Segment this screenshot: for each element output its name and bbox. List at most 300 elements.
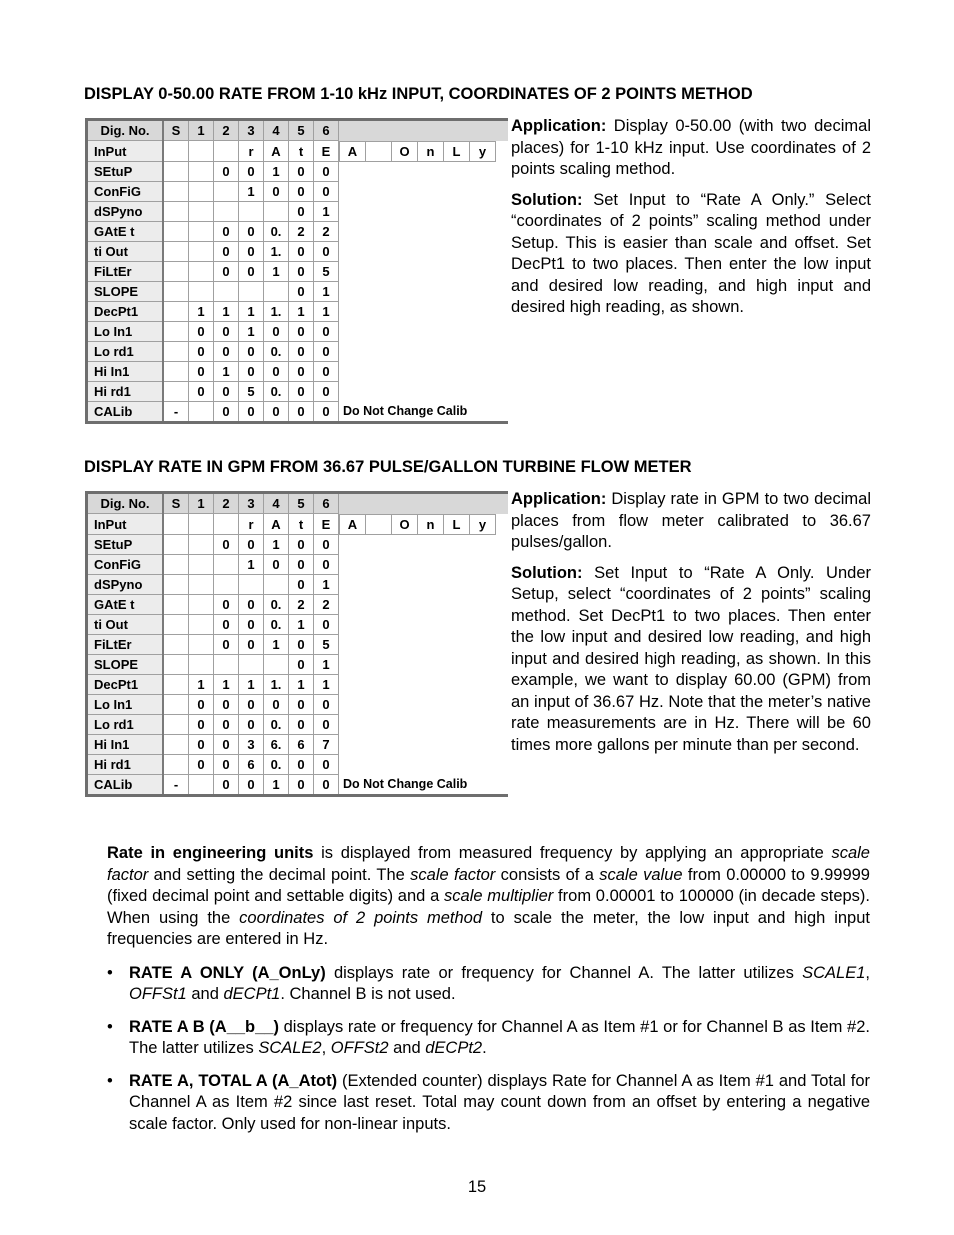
column-header-digit: 5 xyxy=(289,493,314,514)
digit-cell: 6 xyxy=(289,735,314,755)
digit-cell: 0 xyxy=(239,635,264,655)
bold-term: RATE A ONLY (A_OnLy) xyxy=(129,963,326,982)
italic-term: SCALE1 xyxy=(802,963,866,982)
extra-char-cell: A xyxy=(340,514,366,534)
digit-cell: 5 xyxy=(314,635,339,655)
digit-cell: 1 xyxy=(264,262,289,282)
table-row xyxy=(87,635,509,655)
italic-term: dECPt1 xyxy=(223,985,281,1003)
extra-char-cell xyxy=(366,514,392,534)
digit-cell: 0 xyxy=(239,342,264,362)
digit-cell: 1 xyxy=(214,675,239,695)
digit-cell: 5 xyxy=(314,262,339,282)
digit-cell: 0 xyxy=(214,535,239,555)
digit-cell: 0 xyxy=(314,755,339,775)
digit-cell: 0 xyxy=(289,262,314,282)
digit-cell: 0 xyxy=(214,242,239,262)
digit-cell: 2 xyxy=(314,595,339,615)
digit-cell: 1 xyxy=(289,675,314,695)
digit-cell: 1 xyxy=(289,615,314,635)
sign-cell xyxy=(163,322,189,342)
digit-cell: 0 xyxy=(189,735,214,755)
table-row xyxy=(87,342,509,362)
parameter-name: Lo rd1 xyxy=(87,342,164,362)
text-run: displays rate or frequency for Channel A. The latter utilizes xyxy=(325,963,803,982)
digit-cell: 0 xyxy=(214,382,239,402)
digit-cell: 0 xyxy=(214,262,239,282)
italic-term: OFFSt2 xyxy=(330,1039,389,1057)
bold-term: RATE A, TOTAL A (A_Atot) xyxy=(129,1071,338,1090)
digit-cell: E xyxy=(314,514,339,535)
application-text: Display rate in GPM to two decimal places from flow meter calibrated to 36.67 pulses/gallon. xyxy=(511,490,871,551)
digit-cell xyxy=(189,535,214,555)
digit-cell: 1 xyxy=(214,362,239,382)
spacer xyxy=(339,535,509,555)
sign-cell xyxy=(163,222,189,242)
extra-char-cell: A xyxy=(340,141,366,161)
digit-cell: 0 xyxy=(239,402,264,423)
spacer xyxy=(339,262,509,282)
column-header-digit: 4 xyxy=(264,120,289,141)
table-row xyxy=(87,382,509,402)
column-header-digit: 3 xyxy=(239,493,264,514)
parameter-name: Hi In1 xyxy=(87,362,164,382)
text-run: consists of a xyxy=(495,865,600,884)
parameter-name: Lo In1 xyxy=(87,695,164,715)
digit-cell: 0 xyxy=(239,775,264,796)
sign-cell xyxy=(163,635,189,655)
digit-cell: 1 xyxy=(264,535,289,555)
digit-cell: 0 xyxy=(239,242,264,262)
digit-cell: 0 xyxy=(214,775,239,796)
spacer xyxy=(339,635,509,655)
digit-cell: 0 xyxy=(264,182,289,202)
digit-cell: 0 xyxy=(189,382,214,402)
sign-cell xyxy=(163,162,189,182)
digit-cell xyxy=(214,655,239,675)
digit-cell: 1 xyxy=(314,655,339,675)
sign-cell xyxy=(163,715,189,735)
sign-cell xyxy=(163,535,189,555)
parameter-name: SEtuP xyxy=(87,535,164,555)
sign-cell xyxy=(163,362,189,382)
digit-cell: 0 xyxy=(214,615,239,635)
solution-paragraph xyxy=(511,190,871,319)
parameter-name: CALib xyxy=(87,775,164,796)
digit-cell: 2 xyxy=(289,595,314,615)
list-item xyxy=(107,1017,870,1060)
extra-char-cell: O xyxy=(392,514,418,534)
sign-cell xyxy=(163,342,189,362)
text-run: . xyxy=(482,1039,487,1057)
table-row xyxy=(87,655,509,675)
italic-term: scale factor xyxy=(410,865,496,884)
digit-cell: 0 xyxy=(314,162,339,182)
italic-term: scale multiplier xyxy=(444,887,554,905)
table-row xyxy=(87,362,509,382)
digit-cell: 0 xyxy=(314,342,339,362)
table-row xyxy=(87,141,509,162)
extra-char-cell: O xyxy=(392,141,418,161)
section1-heading: DISPLAY 0-50.00 RATE FROM 1-10 kHz INPUT, COORDINATES OF 2 POINTS METHOD xyxy=(84,85,753,103)
digit-cell: 0 xyxy=(289,162,314,182)
digit-cell xyxy=(189,182,214,202)
spacer xyxy=(339,755,509,775)
parameter-name: SEtuP xyxy=(87,162,164,182)
column-header-digit: S xyxy=(163,493,189,514)
calibration-note: Do Not Change Calib xyxy=(339,775,509,796)
spacer xyxy=(339,382,509,402)
digit-cell: 0 xyxy=(214,735,239,755)
digit-cell: 0 xyxy=(314,402,339,423)
digit-cell: 1 xyxy=(189,675,214,695)
column-header-digit: S xyxy=(163,120,189,141)
text-run: displays rate or frequency for Channel A as Item #1 or for Channel B as Item #2. The latter utilizes xyxy=(129,1017,870,1057)
spacer xyxy=(339,695,509,715)
digit-cell xyxy=(239,655,264,675)
digit-cell: 0 xyxy=(189,755,214,775)
column-header-digit: 1 xyxy=(189,493,214,514)
text-run: to scale the meter, the low input and high input frequencies are entered in Hz. xyxy=(107,908,870,948)
digit-cell: 0 xyxy=(214,695,239,715)
digit-cell: 0 xyxy=(214,342,239,362)
parameter-name: Lo rd1 xyxy=(87,715,164,735)
spacer xyxy=(339,120,509,141)
extra-characters xyxy=(339,514,509,535)
column-header-digit: 2 xyxy=(214,493,239,514)
digit-cell: 1 xyxy=(239,302,264,322)
table-row xyxy=(87,322,509,342)
digit-cell: 1 xyxy=(239,322,264,342)
digit-cell: 1 xyxy=(314,202,339,222)
rate-mode-list xyxy=(107,963,870,1136)
digit-cell xyxy=(214,282,239,302)
parameter-name: Lo In1 xyxy=(87,322,164,342)
table-row xyxy=(87,182,509,202)
table-row xyxy=(87,222,509,242)
spacer xyxy=(339,595,509,615)
digit-cell: 1. xyxy=(264,302,289,322)
table-header-row xyxy=(87,120,509,141)
parameter-name: Hi rd1 xyxy=(87,755,164,775)
digit-cell: 0 xyxy=(239,162,264,182)
digit-cell xyxy=(264,575,289,595)
table-row xyxy=(87,675,509,695)
extra-char-cell: y xyxy=(470,141,496,161)
digit-cell: 0. xyxy=(264,715,289,735)
digit-cell: 0 xyxy=(289,755,314,775)
solution-label: Solution: xyxy=(511,190,583,209)
table-row xyxy=(87,514,509,535)
table-row xyxy=(87,575,509,595)
section1-description xyxy=(511,116,871,328)
digit-cell xyxy=(189,402,214,423)
digit-cell: 0 xyxy=(214,635,239,655)
digit-cell: 0 xyxy=(214,595,239,615)
spacer xyxy=(339,615,509,635)
digit-cell xyxy=(189,514,214,535)
digit-cell: 0 xyxy=(189,695,214,715)
table-row xyxy=(87,282,509,302)
table-row xyxy=(87,162,509,182)
parameter-name: SLOPE xyxy=(87,282,164,302)
table-row xyxy=(87,715,509,735)
section2-heading: DISPLAY RATE IN GPM FROM 36.67 PULSE/GALLON TURBINE FLOW METER xyxy=(84,458,692,476)
digit-cell: 1 xyxy=(239,675,264,695)
digit-cell: 0 xyxy=(314,322,339,342)
digit-cell: 0 xyxy=(314,362,339,382)
sign-cell xyxy=(163,695,189,715)
digit-cell: A xyxy=(264,141,289,162)
text-run: from 0.00001 to 100000 (in decade steps). When using the xyxy=(107,887,870,927)
parameter-name: InPut xyxy=(87,514,164,535)
digit-cell xyxy=(214,182,239,202)
digit-cell: 0 xyxy=(214,715,239,735)
digit-cell: 0 xyxy=(314,775,339,796)
digit-cell xyxy=(189,141,214,162)
digit-cell: 0 xyxy=(239,715,264,735)
digit-cell: 0 xyxy=(289,575,314,595)
parameter-name: InPut xyxy=(87,141,164,162)
parameter-name: GAtE t xyxy=(87,595,164,615)
digit-cell: 0 xyxy=(189,342,214,362)
digit-cell: 1 xyxy=(239,182,264,202)
column-header-digit: 6 xyxy=(314,493,339,514)
digit-cell: 0 xyxy=(289,655,314,675)
sign-cell xyxy=(163,182,189,202)
italic-term: coordinates of 2 points method xyxy=(239,908,483,927)
sign-cell xyxy=(163,655,189,675)
spacer xyxy=(339,282,509,302)
parameter-name: ti Out xyxy=(87,615,164,635)
digit-cell: t xyxy=(289,514,314,535)
text-run: , xyxy=(865,963,870,982)
digit-cell: 1 xyxy=(314,302,339,322)
column-header-digit: 6 xyxy=(314,120,339,141)
digit-cell: 0 xyxy=(289,775,314,796)
column-header-digit: 1 xyxy=(189,120,214,141)
digit-cell xyxy=(264,282,289,302)
sign-cell xyxy=(163,575,189,595)
column-header-parameter: Dig. No. xyxy=(87,120,164,141)
digit-cell: 1 xyxy=(264,635,289,655)
digit-cell: 7 xyxy=(314,735,339,755)
digit-cell: 0. xyxy=(264,615,289,635)
parameter-name: GAtE t xyxy=(87,222,164,242)
parameter-name: SLOPE xyxy=(87,655,164,675)
digit-cell: 0 xyxy=(314,535,339,555)
application-label: Application: xyxy=(511,490,607,508)
list-item xyxy=(107,1071,870,1136)
table-row xyxy=(87,402,509,423)
application-text: Display 0-50.00 (with two decimal places) for 1-10 kHz input. Use coordinates of 2 points scaling method. xyxy=(511,117,871,178)
sign-cell xyxy=(163,595,189,615)
extra-char-cell: L xyxy=(444,141,470,161)
digit-cell: 0 xyxy=(289,182,314,202)
parameter-name: Hi In1 xyxy=(87,735,164,755)
digit-cell: r xyxy=(239,514,264,535)
digit-cell: 0 xyxy=(289,342,314,362)
column-header-digit: 2 xyxy=(214,120,239,141)
extra-char-cell: n xyxy=(418,514,444,534)
digit-cell: 0 xyxy=(289,362,314,382)
digit-cell: 0 xyxy=(314,555,339,575)
parameter-name: CALib xyxy=(87,402,164,423)
digit-cell xyxy=(214,555,239,575)
text-run: and setting the decimal point. The xyxy=(148,865,411,884)
parameter-name: FiLtEr xyxy=(87,262,164,282)
digit-cell: 0 xyxy=(314,615,339,635)
digit-cell xyxy=(264,655,289,675)
digit-cell xyxy=(189,635,214,655)
spacer xyxy=(339,302,509,322)
digit-cell: 0 xyxy=(264,402,289,423)
extra-char-cell: L xyxy=(444,514,470,534)
sign-cell xyxy=(163,282,189,302)
extra-characters xyxy=(339,141,509,162)
table-header-row xyxy=(87,493,509,514)
column-header-digit: 5 xyxy=(289,120,314,141)
table-row xyxy=(87,735,509,755)
digit-cell: 0 xyxy=(289,695,314,715)
spacer xyxy=(339,675,509,695)
italic-term: SCALE2 xyxy=(258,1039,322,1057)
text-run: (Extended counter) displays Rate for Channel A as Item #1 and Total for Channel A as Item #2 since last reset. Total may count down from an offset by entering a negative scale factor. Only used for non-linear inputs. xyxy=(129,1071,870,1133)
solution-label: Solution: xyxy=(511,563,583,582)
digit-cell: 5 xyxy=(239,382,264,402)
sign-cell xyxy=(163,555,189,575)
table-row xyxy=(87,302,509,322)
sign-cell xyxy=(163,615,189,635)
digit-cell: 1 xyxy=(314,575,339,595)
extra-characters-row xyxy=(339,141,496,162)
spacer xyxy=(339,182,509,202)
parameter-name: DecPt1 xyxy=(87,675,164,695)
parameter-name: DecPt1 xyxy=(87,302,164,322)
digit-cell: 0. xyxy=(264,755,289,775)
digit-cell: 0 xyxy=(239,262,264,282)
column-header-digit: 4 xyxy=(264,493,289,514)
column-header-parameter: Dig. No. xyxy=(87,493,164,514)
digit-cell: 0 xyxy=(189,715,214,735)
text-run: . Channel B is not used. xyxy=(280,985,456,1003)
italic-term: scale factor xyxy=(107,844,870,884)
digit-cell xyxy=(189,242,214,262)
digit-cell: 0 xyxy=(239,595,264,615)
spacer xyxy=(339,322,509,342)
settings-table xyxy=(85,118,508,424)
digit-cell xyxy=(189,222,214,242)
digit-cell xyxy=(239,575,264,595)
digit-cell: 0 xyxy=(289,635,314,655)
digit-cell: A xyxy=(264,514,289,535)
digit-cell: 0 xyxy=(214,162,239,182)
digit-cell: 0 xyxy=(214,322,239,342)
digit-cell xyxy=(214,514,239,535)
digit-cell: 1 xyxy=(214,302,239,322)
table-row xyxy=(87,755,509,775)
digit-cell: 1 xyxy=(289,302,314,322)
digit-cell xyxy=(189,162,214,182)
digit-cell: 0 xyxy=(214,222,239,242)
digit-cell: 0 xyxy=(289,555,314,575)
digit-cell xyxy=(239,202,264,222)
extra-char-cell: n xyxy=(418,141,444,161)
digit-cell: 0 xyxy=(314,182,339,202)
digit-cell: 1 xyxy=(314,675,339,695)
digit-cell: r xyxy=(239,141,264,162)
digit-cell: 0 xyxy=(314,715,339,735)
body-text xyxy=(107,843,870,1146)
digit-cell: 0 xyxy=(264,695,289,715)
spacer xyxy=(339,362,509,382)
extra-characters-row xyxy=(339,514,496,535)
digit-cell: 0 xyxy=(214,402,239,423)
digit-cell: 0 xyxy=(189,362,214,382)
table-row xyxy=(87,595,509,615)
text-run: and xyxy=(186,985,224,1003)
digit-cell: 0 xyxy=(289,322,314,342)
bullet-icon: • xyxy=(107,1071,113,1090)
digit-cell: 0 xyxy=(314,695,339,715)
digit-cell: 0 xyxy=(289,402,314,423)
digit-cell: 0 xyxy=(289,282,314,302)
parameter-name: Hi rd1 xyxy=(87,382,164,402)
digit-cell: 3 xyxy=(239,735,264,755)
sign-cell xyxy=(163,514,189,535)
text-run: is displayed from measured frequency by applying an appropriate xyxy=(313,844,832,862)
digit-cell xyxy=(189,615,214,635)
solution-text: Set Input to “Rate A Only. Under Setup, select “coordinates of 2 points” scaling method. Set DecPt1 to two places. Then enter the low input and desired low reading, and high input and desired high reading, as shown. In this example, we want to display 60.00 (GPM) from an input of 36.67 Hz. Note that the meter’s native rate measurements are in Hz. There will be 60 times more gallons per minute than per second. xyxy=(511,563,871,754)
digit-cell: 0 xyxy=(239,535,264,555)
extra-characters-cells xyxy=(340,514,496,534)
solution-text: Set Input to “Rate A Only.” Select “coordinates of 2 points” scaling method under Setup. This is easier than scale and offset. Set DecPt1 to two places. Then enter the low input and desired low reading, and high input and desired high reading, as shown. xyxy=(511,190,871,316)
digit-cell: E xyxy=(314,141,339,162)
spacer xyxy=(339,242,509,262)
digit-cell xyxy=(189,262,214,282)
parameter-name: dSPyno xyxy=(87,202,164,222)
digit-cell xyxy=(214,575,239,595)
table-row xyxy=(87,555,509,575)
sign-cell xyxy=(163,202,189,222)
sign-cell: - xyxy=(163,402,189,423)
digit-cell xyxy=(239,282,264,302)
parameter-name: ConFiG xyxy=(87,555,164,575)
parameter-name: ConFiG xyxy=(87,182,164,202)
calibration-note: Do Not Change Calib xyxy=(339,402,509,423)
digit-cell xyxy=(214,202,239,222)
parameter-name: FiLtEr xyxy=(87,635,164,655)
bold-term: RATE A B (A__b__) xyxy=(129,1017,279,1036)
digit-cell: 0 xyxy=(314,242,339,262)
table-row xyxy=(87,615,509,635)
digit-cell xyxy=(214,141,239,162)
bullet-icon: • xyxy=(107,1017,113,1036)
text-run: from 0.00000 to 9.99999 (fixed decimal point and settable digits) and a xyxy=(107,865,870,905)
sign-cell xyxy=(163,675,189,695)
digit-cell: 1 xyxy=(264,162,289,182)
spacer xyxy=(339,555,509,575)
sign-cell xyxy=(163,141,189,162)
sign-cell xyxy=(163,755,189,775)
digit-cell: 0 xyxy=(264,362,289,382)
extra-char-cell xyxy=(366,141,392,161)
table-row xyxy=(87,775,509,796)
digit-cell: 0 xyxy=(314,382,339,402)
sign-cell xyxy=(163,735,189,755)
sign-cell xyxy=(163,382,189,402)
spacer xyxy=(339,162,509,182)
